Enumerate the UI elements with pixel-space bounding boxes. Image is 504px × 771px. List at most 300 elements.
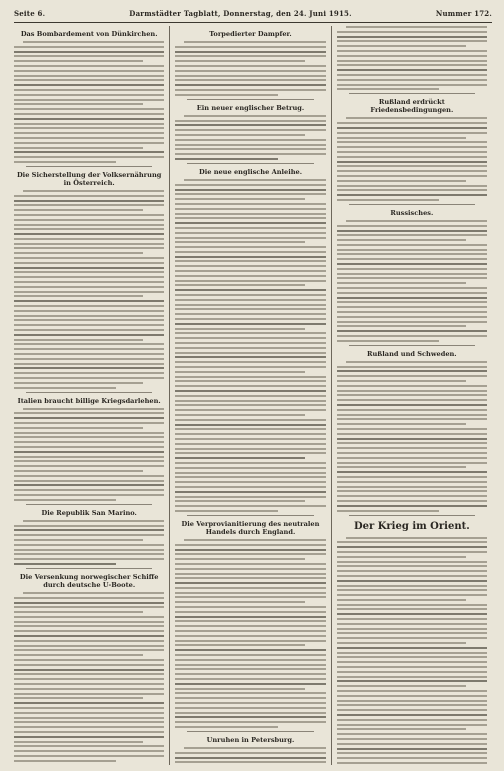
- text-line: [14, 731, 164, 733]
- text-line: [337, 185, 487, 187]
- text-line: [175, 275, 325, 277]
- text-line: [184, 115, 325, 117]
- text-line: [337, 45, 466, 47]
- text-line: [175, 237, 325, 239]
- text-line: [337, 79, 487, 81]
- text-line: [23, 592, 164, 594]
- text-line: [337, 599, 466, 601]
- text-line: [175, 241, 304, 243]
- article-headline: Torpedierter Dampfer.: [209, 30, 292, 38]
- text-line: [337, 762, 487, 764]
- text-line: [14, 432, 164, 434]
- text-line: [175, 148, 325, 150]
- text-line: [346, 537, 487, 539]
- text-line: [337, 36, 487, 38]
- article-body: [337, 361, 487, 512]
- text-line: [14, 94, 164, 96]
- text-line: [175, 217, 325, 219]
- text-line: [14, 489, 164, 491]
- text-line: [337, 316, 487, 318]
- text-line: [175, 153, 325, 155]
- text-line: [337, 273, 487, 275]
- text-line: [175, 280, 325, 282]
- text-line: [14, 319, 164, 321]
- text-line: [337, 556, 466, 558]
- text-line: [175, 400, 325, 402]
- text-line: [14, 238, 164, 240]
- text-line: [175, 46, 325, 48]
- text-line: [184, 179, 325, 181]
- text-line: [337, 253, 487, 255]
- text-line: [175, 496, 325, 498]
- text-line: [175, 318, 325, 320]
- text-line: [14, 247, 164, 249]
- text-line: [175, 702, 325, 704]
- text-line: [14, 51, 164, 53]
- article-headline: Die Versenkung norwegischer Schiffe durch deutsche U-Boote.: [19, 572, 159, 589]
- text-line: [175, 697, 325, 699]
- text-line: [175, 213, 325, 215]
- text-line: [175, 129, 325, 131]
- text-line: [175, 549, 325, 551]
- text-line: [175, 462, 325, 464]
- text-line: [337, 263, 487, 265]
- text-line: [337, 575, 487, 577]
- article-body: [14, 592, 164, 762]
- text-line: [23, 520, 164, 522]
- text-line: [175, 79, 325, 81]
- text-line: [14, 602, 164, 604]
- text-line: [175, 419, 325, 421]
- text-line: [14, 480, 164, 482]
- text-line: [337, 476, 487, 478]
- page-label: Seite 6.: [14, 8, 46, 18]
- text-line: [14, 422, 164, 424]
- text-line: [175, 55, 325, 57]
- text-line: [175, 721, 325, 723]
- text-line: [337, 561, 487, 563]
- text-line: [14, 257, 164, 259]
- text-line: [337, 385, 487, 387]
- text-line: [337, 225, 487, 227]
- text-line: [175, 457, 304, 459]
- text-line: [337, 442, 487, 444]
- text-line: [346, 361, 487, 363]
- text-line: [175, 726, 277, 728]
- text-line: [175, 260, 325, 262]
- text-line: [175, 323, 325, 325]
- text-line: [175, 189, 325, 191]
- text-line: [337, 690, 487, 692]
- article-separator: [187, 99, 313, 100]
- text-line: [14, 113, 164, 115]
- article-headline: Ein neuer englischer Betrug.: [196, 103, 305, 112]
- text-line: [346, 26, 487, 28]
- text-line: [337, 230, 487, 232]
- text-line: [175, 630, 325, 632]
- text-line: [14, 271, 164, 273]
- text-line: [175, 124, 325, 126]
- text-line: [14, 688, 164, 690]
- text-line: [175, 606, 325, 608]
- article-body: [175, 41, 325, 96]
- text-line: [14, 470, 143, 472]
- text-line: [14, 295, 143, 297]
- article-body: [14, 408, 164, 501]
- column-2: [170, 26, 331, 765]
- text-line: [175, 70, 325, 72]
- text-line: [175, 601, 304, 603]
- text-line: [337, 700, 487, 702]
- text-line: [14, 65, 164, 67]
- text-line: [337, 565, 487, 567]
- text-line: [175, 246, 325, 248]
- text-line: [337, 728, 466, 730]
- article-separator: [26, 504, 152, 505]
- text-line: [14, 108, 164, 110]
- text-line: [14, 534, 164, 536]
- text-line: [337, 462, 487, 464]
- text-line: [175, 640, 325, 642]
- text-line: [14, 363, 164, 365]
- text-line: [337, 428, 487, 430]
- text-line: [175, 203, 325, 205]
- text-line: [175, 673, 325, 675]
- text-line: [14, 262, 164, 264]
- text-line: [175, 620, 325, 622]
- text-line: [337, 132, 487, 134]
- text-line: [14, 529, 164, 531]
- text-line: [337, 594, 487, 596]
- text-line: [337, 414, 487, 416]
- text-line: [14, 291, 164, 293]
- text-line: [175, 251, 325, 253]
- text-line: [337, 282, 466, 284]
- text-line: [14, 606, 164, 608]
- text-line: [337, 141, 487, 143]
- text-line: [14, 654, 143, 656]
- text-line: [14, 446, 164, 448]
- article-separator: [349, 204, 475, 205]
- text-line: [175, 752, 325, 754]
- text-line: [175, 294, 325, 296]
- text-line: [14, 123, 164, 125]
- text-line: [175, 184, 325, 186]
- text-line: [14, 712, 164, 714]
- text-line: [337, 165, 487, 167]
- text-line: [337, 399, 487, 401]
- text-line: [175, 366, 325, 368]
- text-line: [184, 539, 325, 541]
- text-line: [337, 366, 487, 368]
- text-line: [337, 743, 487, 745]
- text-line: [175, 60, 304, 62]
- text-line: [337, 418, 487, 420]
- text-line: [14, 539, 143, 541]
- text-line: [337, 452, 487, 454]
- text-line: [14, 460, 164, 462]
- text-line: [175, 265, 325, 267]
- text-line: [23, 190, 164, 192]
- text-line: [14, 683, 164, 685]
- text-line: [337, 500, 487, 502]
- text-line: [337, 628, 487, 630]
- text-line: [337, 277, 487, 279]
- text-line: [14, 276, 164, 278]
- text-line: [337, 505, 487, 507]
- text-line: [337, 199, 439, 201]
- text-line: [14, 281, 164, 283]
- text-line: [175, 596, 325, 598]
- text-line: [14, 353, 164, 355]
- text-line: [175, 198, 304, 200]
- text-line: [337, 127, 487, 129]
- text-line: [175, 707, 325, 709]
- text-line: [14, 103, 143, 105]
- text-line: [175, 328, 304, 330]
- text-line: [337, 652, 487, 654]
- text-line: [175, 139, 325, 141]
- text-line: [14, 156, 164, 158]
- text-line: [346, 117, 487, 119]
- text-line: [175, 414, 304, 416]
- text-line: [337, 287, 487, 289]
- text-line: [175, 144, 325, 146]
- text-line: [14, 553, 164, 555]
- text-line: [337, 370, 487, 372]
- text-line: [14, 755, 164, 757]
- text-line: [14, 267, 164, 269]
- text-line: [14, 441, 164, 443]
- text-line: [14, 151, 164, 153]
- article-body: [14, 41, 164, 163]
- text-line: [175, 371, 304, 373]
- text-line: [337, 151, 487, 153]
- text-line: [14, 127, 164, 129]
- article-headline: Die Sicherstellung der Volksernährung in Österreich.: [16, 170, 162, 187]
- text-line: [337, 292, 487, 294]
- text-line: [14, 499, 116, 501]
- text-line: [23, 408, 164, 410]
- text-line: [337, 74, 487, 76]
- text-line: [14, 412, 164, 414]
- text-line: [337, 637, 487, 639]
- text-line: [14, 465, 164, 467]
- text-line: [175, 476, 325, 478]
- text-line: [337, 486, 487, 488]
- text-line: [337, 394, 487, 396]
- text-line: [14, 630, 164, 632]
- text-line: [14, 673, 164, 675]
- article-body: [14, 520, 164, 565]
- text-line: [175, 553, 325, 555]
- text-line: [175, 649, 325, 651]
- text-line: [337, 40, 487, 42]
- text-line: [175, 347, 325, 349]
- text-line: [175, 568, 325, 570]
- columns: [14, 26, 492, 765]
- article-body: [175, 179, 325, 512]
- newspaper-title: Darmstädter Tagblatt, Donnerstag, den 24. Juni 1915.: [129, 8, 352, 18]
- text-line: [175, 452, 325, 454]
- text-line: [337, 321, 487, 323]
- text-line: [337, 676, 487, 678]
- text-line: [14, 664, 164, 666]
- text-line: [337, 380, 466, 382]
- text-line: [175, 577, 325, 579]
- text-line: [14, 750, 164, 752]
- text-line: [14, 305, 164, 307]
- text-line: [14, 132, 164, 134]
- text-line: [175, 232, 325, 234]
- text-line: [175, 659, 325, 661]
- text-line: [337, 541, 487, 543]
- text-line: [175, 270, 325, 272]
- text-line: [337, 122, 487, 124]
- text-line: [14, 367, 164, 369]
- text-line: [175, 134, 304, 136]
- text-line: [14, 142, 164, 144]
- text-line: [175, 683, 325, 685]
- text-line: [175, 94, 277, 96]
- text-line: [337, 423, 466, 425]
- text-line: [337, 695, 487, 697]
- text-line: [14, 60, 143, 62]
- text-line: [337, 311, 487, 313]
- article-separator: [349, 515, 475, 516]
- text-line: [337, 330, 487, 332]
- text-line: [23, 41, 164, 43]
- article-separator: [187, 515, 313, 516]
- article-headline: Der Krieg im Orient.: [353, 520, 470, 532]
- text-line: [337, 589, 487, 591]
- article-body: [337, 26, 487, 90]
- text-line: [14, 243, 164, 245]
- text-line: [175, 380, 325, 382]
- text-line: [337, 661, 487, 663]
- article-separator: [187, 731, 313, 732]
- text-line: [337, 709, 487, 711]
- text-line: [14, 417, 164, 419]
- text-line: [337, 249, 487, 251]
- article-body: [175, 115, 325, 160]
- text-line: [337, 60, 487, 62]
- text-line: [337, 404, 487, 406]
- text-line: [337, 748, 487, 750]
- text-line: [175, 284, 304, 286]
- text-line: [337, 258, 487, 260]
- text-line: [337, 84, 487, 86]
- text-line: [337, 55, 487, 57]
- text-line: [175, 592, 325, 594]
- text-line: [337, 632, 487, 634]
- text-line: [14, 137, 164, 139]
- text-line: [175, 491, 325, 493]
- text-line: [337, 666, 487, 668]
- text-line: [14, 334, 164, 336]
- text-line: [337, 268, 487, 270]
- text-line: [337, 335, 487, 337]
- text-line: [14, 161, 116, 163]
- text-line: [14, 616, 164, 618]
- text-line: [175, 222, 325, 224]
- text-line: [14, 702, 164, 704]
- article-body: [175, 747, 325, 765]
- text-line: [337, 146, 487, 148]
- text-line: [14, 200, 164, 202]
- text-line: [14, 75, 164, 77]
- text-line: [337, 244, 487, 246]
- text-line: [337, 704, 487, 706]
- text-line: [14, 286, 164, 288]
- text-line: [175, 158, 277, 160]
- text-line: [337, 623, 487, 625]
- article-body: [337, 537, 487, 765]
- text-line: [175, 616, 325, 618]
- text-line: [175, 510, 277, 512]
- text-line: [337, 585, 487, 587]
- text-line: [14, 99, 164, 101]
- text-line: [14, 484, 164, 486]
- text-line: [14, 382, 143, 384]
- text-line: [337, 714, 487, 716]
- text-line: [14, 717, 164, 719]
- text-line: [14, 563, 116, 565]
- text-line: [337, 375, 487, 377]
- text-line: [337, 671, 487, 673]
- text-line: [14, 640, 164, 642]
- text-line: [337, 724, 487, 726]
- text-line: [337, 239, 466, 241]
- text-line: [14, 635, 164, 637]
- text-line: [14, 659, 164, 661]
- text-line: [175, 757, 325, 759]
- text-line: [337, 31, 487, 33]
- text-line: [337, 608, 487, 610]
- text-line: [175, 505, 325, 507]
- text-line: [175, 51, 325, 53]
- text-line: [337, 88, 439, 90]
- text-line: [14, 621, 164, 623]
- text-line: [337, 551, 487, 553]
- text-line: [175, 688, 304, 690]
- text-line: [337, 340, 439, 342]
- text-line: [337, 510, 439, 512]
- text-line: [175, 193, 325, 195]
- text-line: [175, 712, 325, 714]
- text-line: [337, 438, 487, 440]
- article-headline: Rußland erdrückt Friedensbedingungen.: [370, 98, 454, 115]
- text-line: [175, 356, 325, 358]
- text-line: [337, 752, 487, 754]
- text-line: [175, 668, 325, 670]
- text-line: [14, 339, 143, 341]
- text-line: [184, 41, 325, 43]
- text-line: [337, 656, 487, 658]
- text-line: [175, 664, 325, 666]
- text-line: [175, 313, 325, 315]
- text-line: [14, 204, 164, 206]
- text-line: [175, 337, 325, 339]
- text-line: [175, 390, 325, 392]
- text-line: [175, 332, 325, 334]
- text-line: [14, 625, 164, 627]
- text-line: [14, 228, 164, 230]
- text-line: [175, 433, 325, 435]
- text-line: [337, 50, 487, 52]
- masthead-rule: [14, 22, 492, 23]
- text-line: [337, 738, 487, 740]
